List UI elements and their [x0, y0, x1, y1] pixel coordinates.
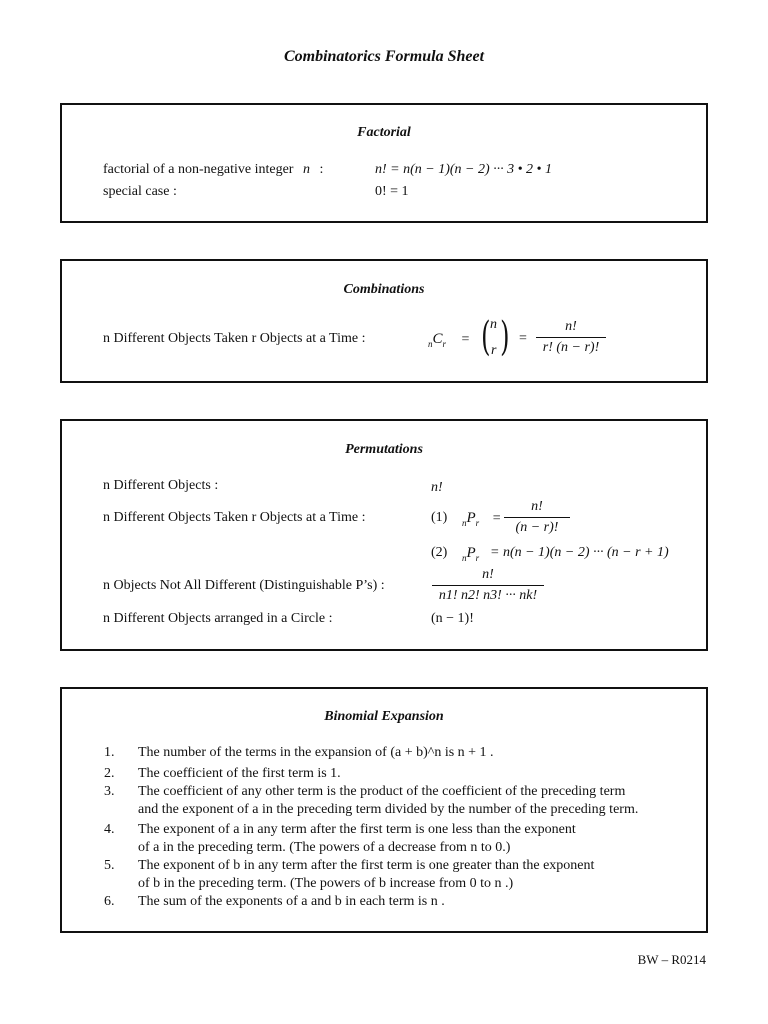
combinations-section	[60, 259, 708, 383]
special-case-label: special case :	[103, 184, 177, 199]
binom-right-paren: )	[500, 314, 510, 360]
combination-symbol: $_nC_r$ =	[428, 331, 470, 349]
perm-row1-value: n!	[431, 480, 443, 495]
combination-equals: =	[519, 331, 527, 346]
perm-case1-label: (1)	[431, 510, 448, 525]
binom-top: n	[490, 317, 497, 332]
perm-distinguishable-fraction: n! n1! n2! n3! ··· nk!	[432, 567, 544, 604]
factorial-formula: n! = n(n − 1)(n − 2) ··· 3 • 2 • 1	[375, 162, 552, 177]
binomial-section: Binomial Expansion 1. The number of the terms in the expansion of (a + b)^n is n + 1 . 2. The coefficient of the first term is 1. 3. The coefficient of any other term is the product of the coefficient of the preceding term and the exponent of a in the preceding term divided by the number of the preceding term. 4. The exponent of a in any term after the first term is one less than the exponent of a in the preceding term. (The powers of a decrease from n to 0.) 5. The exponent of b in any term after the first term is one greater than the exponent of b in the preceding term. (The powers of b increase from 0 to n .) 6. The sum of the exponents of a and b in each term is n .	[60, 687, 708, 933]
binom-left-paren: (	[481, 314, 491, 360]
perm-symbol-1: $_nP_r$ =	[462, 510, 501, 528]
perm-row4-label: n Objects Not All Different (Distinguishable P’s) :	[103, 578, 385, 593]
binomial-heading: Binomial Expansion	[324, 709, 444, 724]
perm-row1-label: n Different Objects :	[103, 478, 219, 493]
factorial-definition-label: factorial of a non-negative integer n :	[103, 162, 324, 177]
factorial-section	[60, 103, 708, 223]
combination-numerator: n!	[565, 319, 577, 334]
perm-row5-value: (n − 1)!	[431, 611, 474, 626]
permutations-heading: Permutations	[345, 442, 423, 457]
perm-row5-label: n Different Objects arranged in a Circle :	[103, 611, 333, 626]
binom-bottom: r	[491, 343, 497, 358]
document-title: Combinatorics Formula Sheet	[283, 48, 485, 65]
perm-row2-label: n Different Objects Taken r Objects at a Time :	[103, 510, 366, 525]
perm-symbol-2: $_nP_r$	[462, 545, 480, 563]
combinations-heading: Combinations	[343, 282, 425, 297]
perm-product-formula: = n(n − 1)(n − 2) ··· (n − r + 1)	[490, 545, 669, 560]
special-case-formula: 0! = 1	[375, 184, 409, 199]
footer-code: BW – R0214	[637, 952, 706, 967]
combination-denominator: r! (n − r)!	[542, 340, 600, 355]
permutations-section	[60, 419, 708, 651]
perm-fraction: n! (n − r)!	[504, 499, 570, 536]
factorial-heading: Factorial	[357, 125, 411, 140]
combination-fraction	[536, 319, 606, 356]
combinations-label: n Different Objects Taken r Objects at a Time :	[103, 331, 366, 346]
perm-case2-label: (2)	[431, 545, 448, 560]
